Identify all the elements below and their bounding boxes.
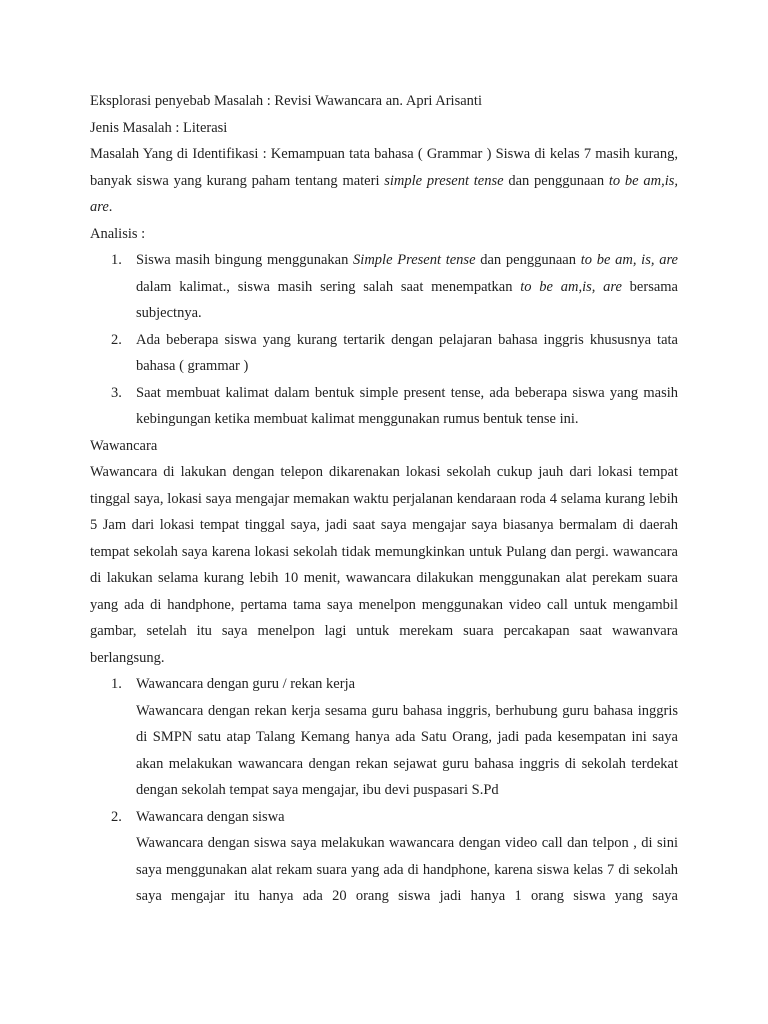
analysis-text: dalam kalimat., siswa masih sering salah saat menempatkan (136, 278, 521, 295)
problem-emphasis-2: to be am,is, are (90, 172, 678, 215)
interview-item-body: Wawancara dengan siswa saya melakukan wawancara dengan video call dan telpon , di sini saya menggunakan alat rekam suara yang ada di handphone, karena siswa kelas 7 di sekolah saya mengajar itu hanya ada 20 orang siswa jadi hanya 1 orang siswa yang saya (136, 835, 678, 904)
problem-type: Jenis Masalah : Literasi (90, 119, 228, 136)
analysis-item-1-text (136, 252, 678, 321)
list-item (90, 247, 678, 327)
analysis-item-3-text: Saat membuat kalimat dalam bentuk simple present tense, ada beberapa siswa yang masih kebingungan ketika membuat kalimat menggunakan rumus bentuk tense ini. (136, 384, 678, 427)
analysis-emphasis: to be am,is, are (520, 278, 622, 295)
interview-heading: Wawancara (90, 437, 158, 454)
list-number: 1. (111, 676, 122, 692)
problem-emphasis-1: simple present tense (384, 172, 504, 189)
analysis-item-2-text: Ada beberapa siswa yang kurang tertarik dengan pelajaran bahasa inggris khususnya tata bahasa ( grammar ) (136, 331, 678, 374)
problem-text-2: dan penggunaan (503, 172, 609, 189)
list-item (90, 804, 678, 910)
analysis-text: bersama subjectnya. (136, 278, 678, 321)
analysis-emphasis: to be am, is, are (580, 252, 678, 268)
list-number: 2. (111, 331, 122, 348)
document-title: Eksplorasi penyebab Masalah : Revisi Wawancara an. Apri Arisanti (90, 93, 482, 109)
list-item (90, 671, 678, 804)
list-number: 2. (111, 808, 122, 825)
analysis-emphasis: Simple Present tense (353, 252, 476, 268)
analysis-text: Siswa masih bingung menggunakan (136, 252, 354, 268)
analysis-text: dan penggunaan (475, 252, 581, 268)
problem-text-1: Masalah Yang di Identifikasi : Kemampuan tata bahasa ( Grammar ) Siswa di kelas 7 masih kurang, banyak siswa yang kurang paham tentang materi (90, 146, 678, 189)
list-item (90, 380, 678, 433)
interview-item-body: Wawancara dengan rekan kerja sesama guru bahasa inggris, berhubung guru bahasa inggris di SMPN satu atap Talang Kemang hanya ada Satu Orang, jadi pada kesempatan ini saya akan melakukan wawancara dengan rekan sejawat guru bahasa inggris di sekolah terdekat dengan sekolah tempat saya mengajar, ibu devi puspasari S.Pd (136, 702, 678, 798)
interview-item-title: Wawancara dengan guru / rekan kerja (136, 676, 356, 692)
problem-text-3: . (108, 199, 113, 215)
interview-item-title: Wawancara dengan siswa (136, 808, 285, 825)
interview-paragraph: Wawancara di lakukan dengan telepon dikarenakan lokasi sekolah cukup jauh dari lokasi tempat tinggal saya, lokasi saya mengajar memakan waktu perjalanan kendaraan roda 4 selama kurang lebih 5 Jam dari lokasi tempat tinggal saya, jadi saat saya mengajar saya biasanya bermalam di daerah tempat sekolah saya karena lokasi sekolah tidak memungkinkan untuk Pulang dan pergi. wawancara di lakukan selama kurang lebih 10 menit, wawancara dilakukan menggunakan alat perekam suara yang ada di handphone, pertama tama saya menelpon menggunakan video call untuk mengambil gambar, setelah itu saya menelpon lagi untuk merekam suara percakapan saat wawanvara berlangsung. (90, 464, 678, 666)
interview-list (90, 671, 678, 910)
list-number: 1. (111, 252, 122, 268)
problem-identified-paragraph (90, 141, 678, 221)
list-number: 3. (111, 384, 122, 401)
analysis-heading: Analisis : (90, 225, 146, 242)
analysis-list (90, 247, 678, 433)
list-item (90, 327, 678, 380)
